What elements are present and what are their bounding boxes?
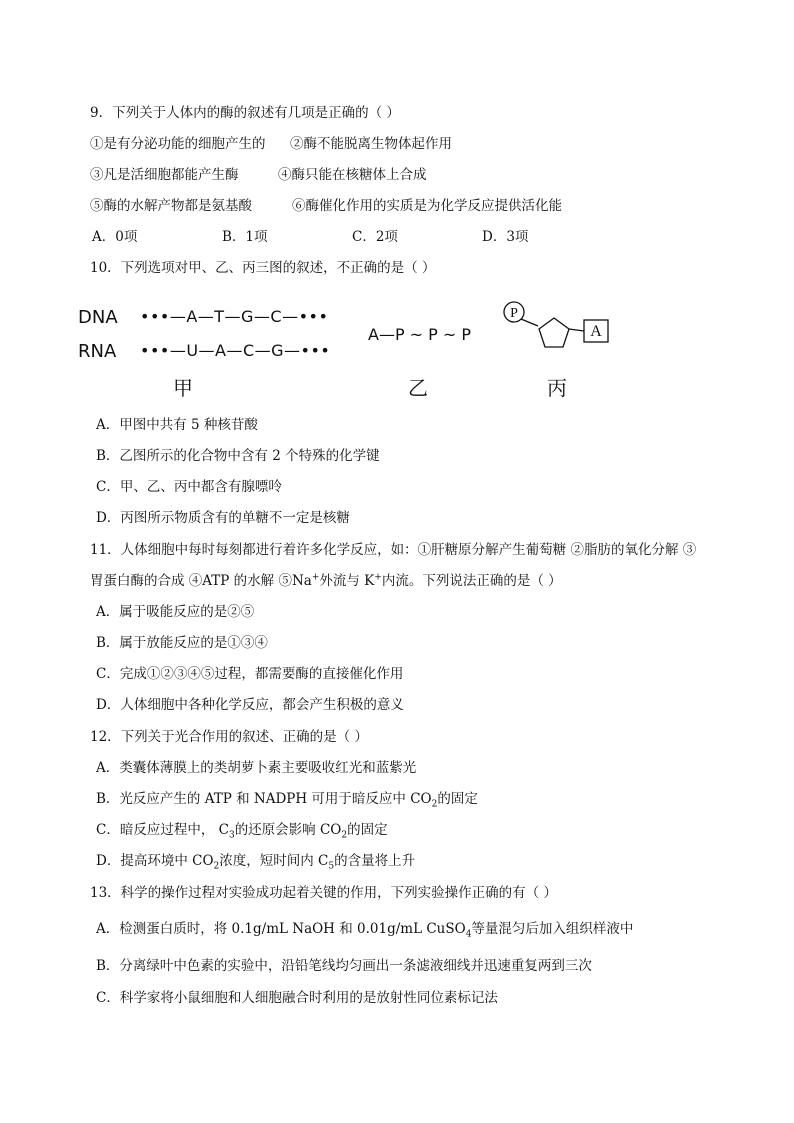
phosphate-label: P: [510, 306, 518, 321]
fig-jia-rna-sequence: •••—U—A—C—G—•••: [140, 341, 331, 360]
q9-choice-c: C．2项: [352, 229, 398, 245]
base-label: A: [590, 323, 602, 340]
q10-option-c: C．甲、乙、丙中都含有腺嘌呤: [96, 479, 282, 495]
q13-option-b: B．分离绿叶中色素的实验中，沿铅笔线均匀画出一条滤液细线并迅速重复两到三次: [96, 958, 592, 974]
q10-option-b: B．乙图所示的化合物中含有 2 个特殊的化学键: [96, 448, 380, 464]
q9-choice-a: A．0项: [92, 229, 138, 245]
q12-option-c: C．暗反应过程中， $C_3$的还原会影响 $CO_2$的固定: [96, 822, 388, 841]
q11-option-c: C．完成①②③④⑤过程，都需要酶的直接催化作用: [96, 666, 404, 682]
q11-option-a: A．属于吸能反应的是②⑤: [96, 604, 255, 620]
q11-stem-line2: 胃蛋白酶的合成 ④ATP 的水解 ⑤Na+外流与 K+内流。下列说法正确的是（ ）: [90, 572, 562, 589]
q9-choice-b: B．1项: [222, 229, 268, 245]
fig-jia-rna-label: RNA: [78, 341, 117, 362]
fig-jia-dna-label: DNA: [78, 307, 118, 328]
q13-stem: 13．科学的操作过程对实验成功起着关键的作用，下列实验操作正确的有（ ）: [90, 885, 557, 901]
fig-bing-nucleotide-diagram: [498, 298, 618, 360]
q10-stem: 10．下列选项对甲、乙、丙三图的叙述，不正确的是（ ）: [90, 260, 436, 276]
q9-stem: 9．下列关于人体内的酶的叙述有几项是正确的（ ）: [90, 105, 400, 121]
q9-statement-2: ②酶不能脱离生物体起作用: [290, 136, 452, 152]
q10-option-a: A．甲图中共有 5 种核苷酸: [96, 417, 258, 433]
fig-jia-dna-sequence: •••—A—T—G—C—•••: [140, 307, 329, 326]
q9-statement-3: ③凡是活细胞都能产生酶: [90, 167, 239, 183]
q11-option-d: D．人体细胞中各种化学反应，都会产生积极的意义: [96, 697, 404, 713]
fig-jia-caption: 甲: [173, 376, 193, 400]
q9-statement-5: ⑤酶的水解产物都是氨基酸: [90, 198, 252, 214]
phosphate-bond: [521, 319, 538, 326]
q11-stem-line1: 11．人体细胞中每时每刻都进行着许多化学反应，如：①肝糖原分解产生葡萄糖 ②脂肪的氧化分解 ③: [90, 542, 697, 558]
q12-option-d: D．提高环境中 $CO_2$浓度，短时间内 $C_5$的含量将上升: [96, 853, 416, 872]
q9-choices: [92, 228, 612, 246]
q9-statement-6: ⑥酶催化作用的实质是为化学反应提供活化能: [292, 198, 562, 214]
q13-option-c: C．科学家将小鼠细胞和人细胞融合时利用的是放射性同位素标记法: [96, 990, 498, 1006]
base-bond: [569, 329, 584, 331]
q12-option-a: A．类囊体薄膜上的类胡萝卜素主要吸收红光和蓝紫光: [96, 760, 417, 776]
q12-option-b: B．光反应产生的 ATP 和 NADPH 可用于暗反应中 $CO_2$的固定: [96, 791, 478, 810]
sugar-pentagon: [539, 318, 569, 347]
fig-yi-caption: 乙: [408, 376, 428, 400]
q13-option-a: A．检测蛋白质时，将 0.1g/mL NaOH 和 0.01g/mL CuSO$_4$等量混匀后加入组织样液中: [96, 921, 634, 940]
q9-choice-d: D．3项: [482, 229, 529, 245]
fig-yi-atp-formula: A—P ~ P ~ P: [368, 325, 472, 344]
q9-statement-4: ④酶只能在核糖体上合成: [278, 167, 427, 183]
q12-stem: 12．下列关于光合作用的叙述、正确的是（ ）: [90, 729, 368, 745]
q11-option-b: B．属于放能反应的是①③④: [96, 635, 268, 651]
q10-option-d: D．丙图所示物质含有的单糖不一定是核糖: [96, 510, 350, 526]
q9-statement-1: ①是有分泌功能的细胞产生的: [90, 136, 266, 152]
fig-bing-caption: 丙: [547, 376, 567, 400]
